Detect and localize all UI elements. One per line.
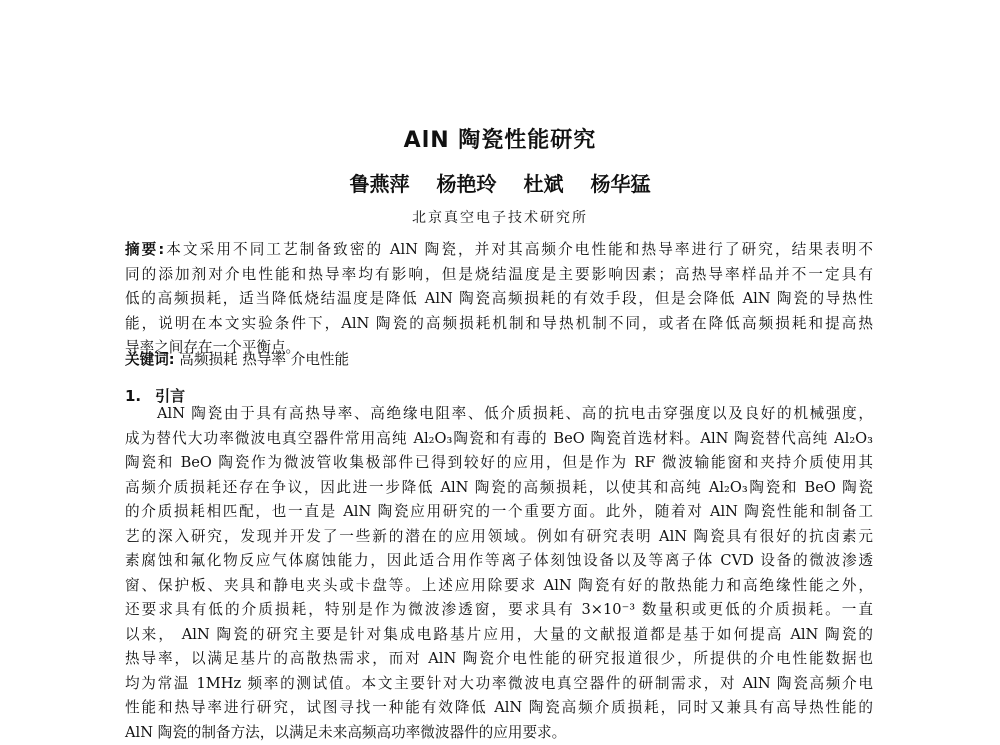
body-line: 性能和热导率进行研究，试图寻找一种能有效降低 AlN 陶瓷高频介质损耗，同时又兼具有高导热性能的 bbox=[125, 696, 873, 721]
body-line: 艺的深入研究，发现并开发了一些新的潜在的应用领域。例如有研究表明 AlN 陶瓷具有很好的抗卤素元 bbox=[125, 525, 873, 550]
body-line: 高频介质损耗还存在争议，因此进一步降低 AlN 陶瓷的高频损耗，以使其和高纯 Al₂O₃陶瓷和 BeO 陶瓷 bbox=[125, 476, 873, 501]
body-line: 均为常温 1MHz 频率的测试值。本文主要针对大功率微波电真空器件的研制需求，对 AlN 陶瓷高频介电 bbox=[125, 672, 873, 697]
abstract-text: 本文采用不同工艺制备致密的 AlN 陶瓷，并对其高频介电性能和热导率进行了研究，结果表明不 bbox=[164, 241, 873, 258]
keyword: 高频损耗 bbox=[179, 351, 237, 368]
body-line: 陶瓷和 BeO 陶瓷作为微波管收集极部件已得到较好的应用，但是作为 RF 微波输能窗和夹持介质使用其 bbox=[125, 451, 873, 476]
keywords-label: 关键词: bbox=[125, 351, 175, 368]
keywords-line bbox=[125, 348, 873, 373]
affiliation: 北京真空电子技术研究所 bbox=[0, 208, 1000, 228]
author-name: 杜斌 bbox=[523, 172, 563, 196]
body-line: 热导率，以满足基片的高散热需求，而对 AlN 陶瓷介电性能的研究报道很少，所提供的介电性能数据也 bbox=[125, 647, 873, 672]
section-number: 1. bbox=[125, 387, 141, 405]
body-line: AlN 陶瓷的制备方法，以满足未来高频高功率微波器件的应用要求。 bbox=[125, 721, 873, 745]
section-title: 引言 bbox=[155, 387, 185, 405]
abstract-line bbox=[125, 238, 873, 263]
body-line: 的介质损耗相匹配，也一直是 AlN 陶瓷应用研究的一个重要方面。此外，随着对 AlN 陶瓷性能和制备工 bbox=[125, 500, 873, 525]
abstract-line: 低的高频损耗，适当降低烧结温度是降低 AlN 陶瓷高频损耗的有效手段，但是会降低 AlN 陶瓷的导热性 bbox=[125, 287, 873, 312]
abstract-label: 摘要: bbox=[125, 241, 164, 258]
keywords bbox=[125, 348, 873, 373]
keyword: 热导率 bbox=[242, 351, 286, 368]
paper-title: AlN 陶瓷性能研究 bbox=[0, 126, 1000, 156]
author-name: 杨华猛 bbox=[590, 172, 650, 196]
author-name: 鲁燕萍 bbox=[350, 172, 410, 196]
abstract-line: 导率之间存在一个平衡点。 bbox=[125, 336, 873, 361]
body-line: AlN 陶瓷由于具有高热导率、高绝缘电阻率、低介质损耗、高的抗电击穿强度以及良好的机械强度， bbox=[125, 402, 873, 427]
section-body bbox=[125, 402, 873, 745]
body-line: 还要求具有低的介质损耗，特别是作为微波渗透窗，要求具有 3×10⁻³ 数量积或更低的介质损耗。一直 bbox=[125, 598, 873, 623]
keyword: 介电性能 bbox=[291, 351, 349, 368]
body-line: 以来， AlN 陶瓷的研究主要是针对集成电路基片应用，大量的文献报道都是基于如何提高 AlN 陶瓷的 bbox=[125, 623, 873, 648]
abstract bbox=[125, 238, 873, 361]
body-line: 窗、保护板、夹具和静电夹头或卡盘等。上述应用除要求 AlN 陶瓷有好的散热能力和高绝缘性能之外， bbox=[125, 574, 873, 599]
abstract-line: 同的添加剂对介电性能和热导率均有影响，但是烧结温度是主要影响因素；高热导率样品并不一定具有 bbox=[125, 263, 873, 288]
author-name: 杨艳玲 bbox=[437, 172, 497, 196]
author-list bbox=[0, 170, 1000, 198]
body-line: 成为替代大功率微波电真空器件常用高纯 Al₂O₃陶瓷和有毒的 BeO 陶瓷首选材料。AlN 陶瓷替代高纯 Al₂O₃ bbox=[125, 427, 873, 452]
abstract-line: 能，说明在本文实验条件下，AlN 陶瓷的高频损耗机制和导热机制不同，或者在降低高频损耗和提高热 bbox=[125, 312, 873, 337]
body-line: 素腐蚀和氟化物反应气体腐蚀能力，因此适合用作等离子体刻蚀设备以及等离子体 CVD 设备的微波渗透 bbox=[125, 549, 873, 574]
